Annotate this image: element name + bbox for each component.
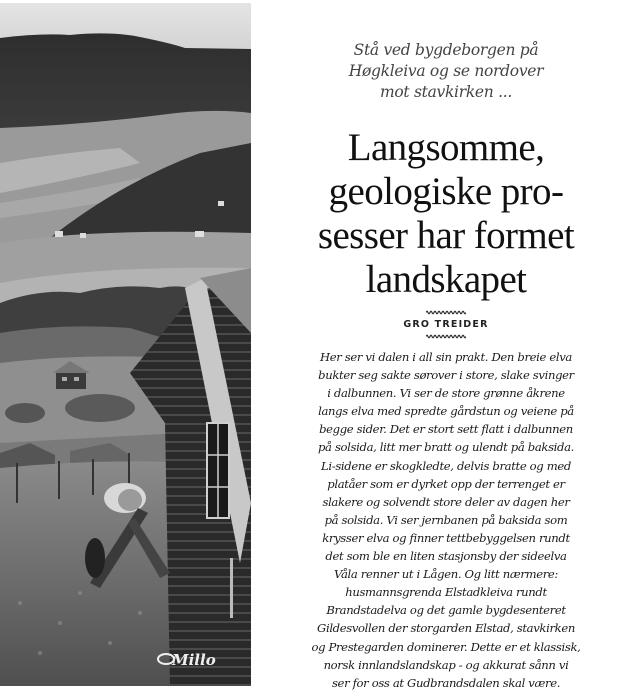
body-line: Brandstadelva og det gamle bygdesenteret (326, 603, 566, 618)
body-line: i dalbunnen. Vi ser de store grønne åkrene (327, 386, 565, 401)
body-line: begge sider. Det er stort sett flatt i dalbunnen (319, 422, 573, 437)
body-line: slakere og solvendt store deler av dagen her (322, 494, 570, 509)
body-line: Li-sidene er skogkledte, delvis bratte og med (321, 458, 571, 473)
headline-line: landskapet (365, 258, 527, 301)
body-line: det som ble en liten stasjonsby der sideelva (325, 549, 567, 564)
wave-ornament-bottom (426, 334, 466, 339)
body-line: på solsida, litt mer bratt og ulendt på baksida. (317, 440, 574, 455)
headline (262, 126, 630, 302)
body-line: husmannsgrenda Elstadkleiva rundt (345, 585, 547, 600)
headline-line: Langsomme, (347, 126, 545, 169)
kicker-line: mot stavkirken ... (380, 83, 512, 101)
kicker (262, 40, 630, 103)
body-line: Gildesvollen der storgarden Elstad, stavkirken (317, 621, 575, 636)
article (262, 0, 630, 690)
body-text (262, 348, 630, 692)
wave-ornament-top (426, 310, 466, 315)
body-line: og Prestegarden dominerer. Dette er et klassisk, (311, 639, 581, 654)
kicker-line: Stå ved bygdeborgen på (353, 41, 539, 59)
body-line: på solsida. Vi ser jernbanen på baksida som (324, 512, 568, 527)
landscape-photo (0, 3, 251, 686)
kicker-line: Høgkleiva og se nordover (348, 62, 544, 80)
photo-illustration (0, 3, 251, 686)
body-line: krysser elva og finner tettbebyggelsen rundt (322, 530, 570, 545)
byline-block (262, 310, 630, 339)
body-line: ser for oss at Gudbrandsdalen skal være. (331, 675, 561, 690)
headline-line: geologiske pro- (328, 170, 564, 213)
headline-line: sesser har formet (317, 214, 575, 257)
svg-text:Millo: Millo (172, 651, 216, 669)
body-line: norsk innlandslandskap - og akkurat sånn vi (323, 657, 569, 672)
author-byline: GRO TREIDER (403, 319, 489, 330)
body-line: langs elva med spredte gårdstun og veiene på (318, 404, 574, 419)
body-line: platåer som er dyrket opp der terrenget er (327, 476, 565, 491)
body-line: Våla renner ut i Lågen. Og litt nærmere: (334, 567, 558, 582)
body-line: bukter seg sakte sørover i store, slake svinger (318, 368, 574, 383)
body-line: Her ser vi dalen i all sin prakt. Den breie elva (319, 350, 572, 364)
